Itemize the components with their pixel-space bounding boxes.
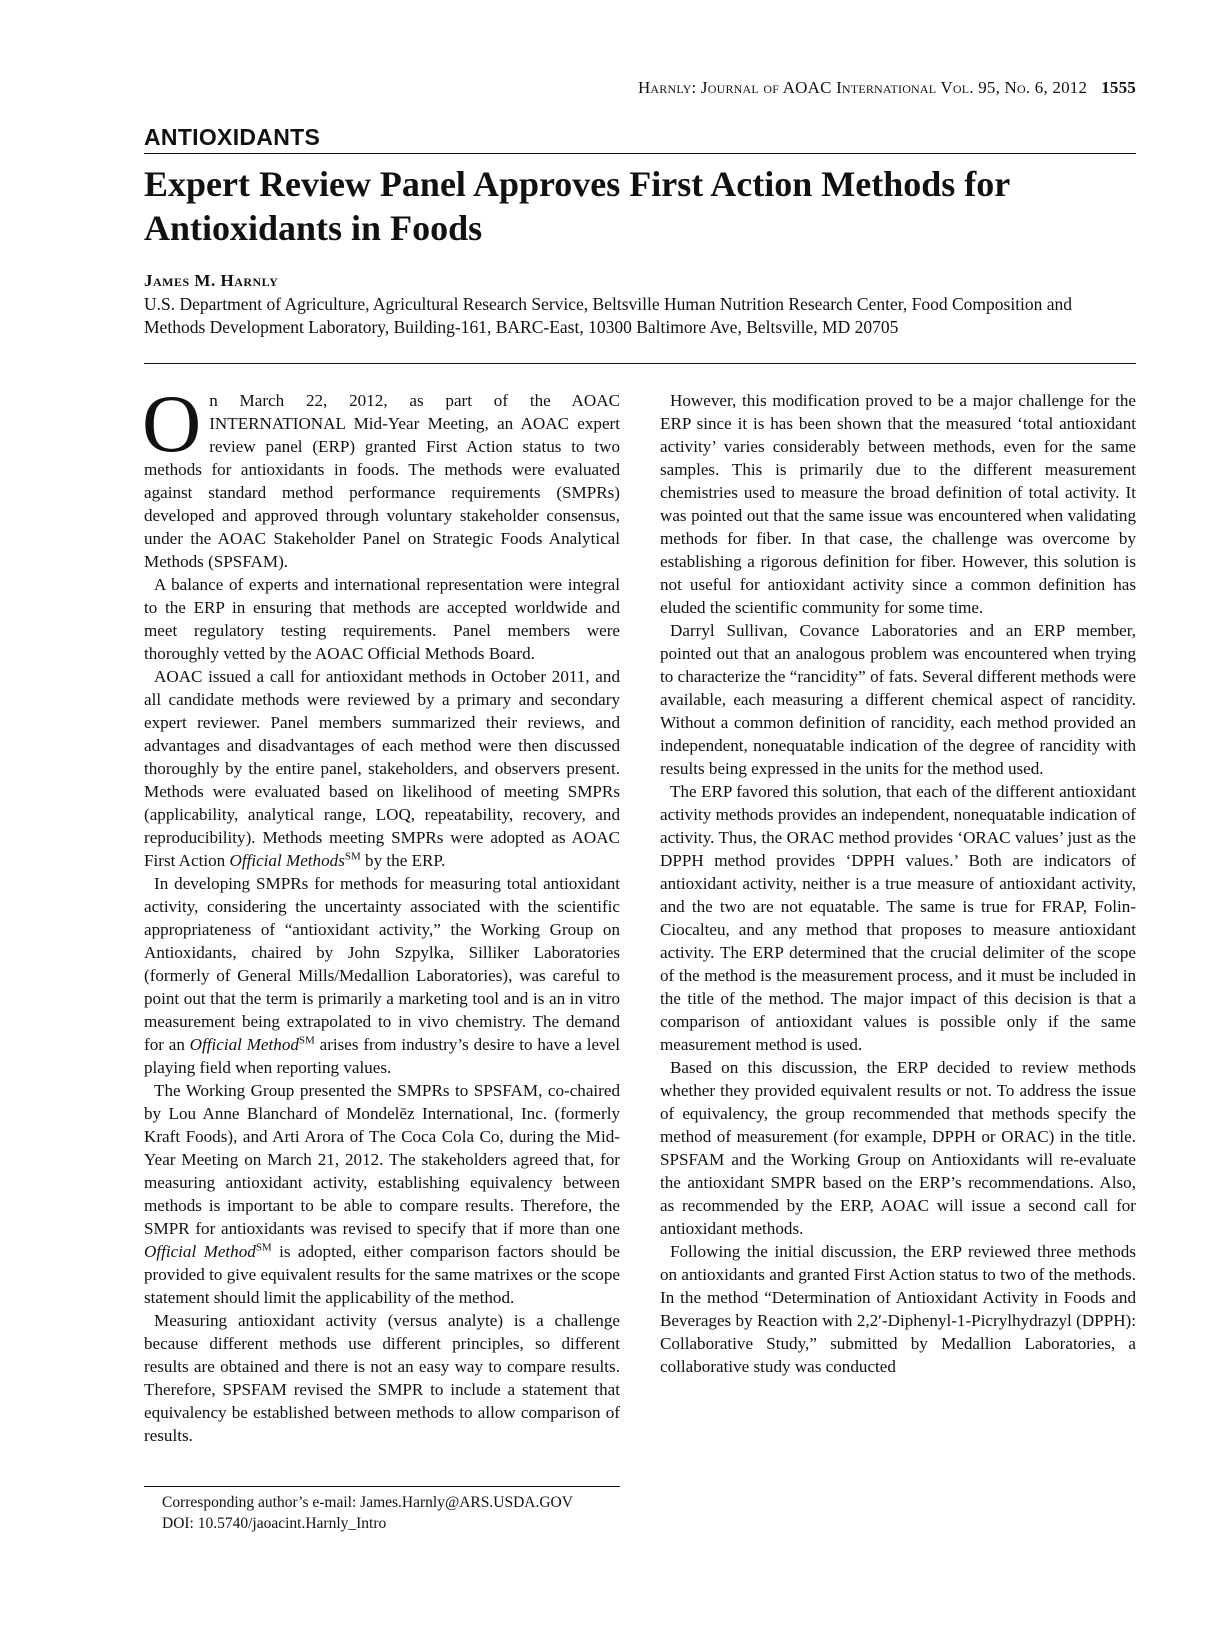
footnote bbox=[162, 1492, 622, 1534]
official-methods-term: Official Methods bbox=[229, 851, 345, 870]
footnote-doi: DOI: 10.5740/jaoacint.Harnly_Intro bbox=[162, 1515, 387, 1532]
service-mark: SM bbox=[344, 850, 361, 863]
paragraph-10: Based on this discussion, the ERP decided to review methods whether they provided equivalent results or not. To address the issue of equivalency, the group recommended that methods specify the method of measurement (for example, DPPH or ORAC) in the title. SPSFAM and the Working Group on Antioxidants will re-evaluate the antioxidant SMPR based on the ERP’s recommendations. Also, as recommended by the ERP, AOAC will issue a second call for antioxidant methods. bbox=[660, 1058, 1136, 1238]
paragraph-4-text-b: arises from industry’s desire to have a level playing field when reporting values. bbox=[144, 1035, 620, 1077]
official-method-term: Official Method bbox=[189, 1035, 299, 1054]
paragraph-7: However, this modification proved to be a major challenge for the ERP since it is has been shown that the measured ‘total antioxidant activity’ varies considerably between methods, even for the same samples. This is primarily due to the different measurement chemistries used to measure the broad definition of total activity. It was pointed out that the same issue was encountered when validating methods for fiber. In that case, the challenge was overcome by establishing a rigorous definition for fiber. However, this solution is not useful for antioxidant activity since a common definition has eluded the scientific community for some time. bbox=[660, 391, 1136, 617]
paragraph-5-text-b: is adopted, either comparison factors should be provided to give equivalent results for the same matrixes or the scope statement should limit the applicability of the method. bbox=[144, 1242, 620, 1307]
paragraph-5 bbox=[144, 1079, 620, 1309]
author-name: James M. Harnly bbox=[144, 271, 279, 290]
paragraph-2: A balance of experts and international representation were integral to the ERP in ensuring that methods are accepted worldwide and meet regulatory testing requirements. Panel members were thoroughly vetted by the AOAC Official Methods Board. bbox=[144, 575, 620, 663]
paragraph-1-text: n March 22, 2012, as part of the AOAC INTERNATIONAL Mid-Year Meeting, an AOAC expert review panel (ERP) granted First Action status to two methods for antioxidants in foods. The methods were evaluated against standard method performance requirements (SMPRs) developed and approved through voluntary stakeholder consensus, under the AOAC Stakeholder Panel on Strategic Foods Analytical Methods (SPSFAM). bbox=[144, 391, 620, 571]
paragraph-11: Following the initial discussion, the ERP reviewed three methods on antioxidants and granted First Action status to two of the methods. In the method “Determination of Antioxidant Activity in Foods and Beverages by Reaction with 2,2′-Diphenyl-1-Picrylhydrazyl (DPPH): Collaborative Study,” submitted by Medallion Laboratories, a collaborative study was conducted bbox=[660, 1242, 1136, 1376]
paragraph-3 bbox=[144, 665, 620, 872]
column-left bbox=[142, 378, 620, 1447]
paragraph-4 bbox=[144, 872, 620, 1079]
official-method-term: Official Method bbox=[144, 1242, 256, 1261]
column-right bbox=[660, 389, 1136, 1378]
service-mark: SM bbox=[298, 1034, 315, 1047]
paragraph-6: Measuring antioxidant activity (versus analyte) is a challenge because different methods use different principles, so different results are obtained and there is not an easy way to compare results. Therefore, SPSFAM revised the SMPR to include a statement that equivalency be established between methods to allow comparison of results. bbox=[144, 1311, 620, 1445]
section-rule bbox=[144, 153, 1136, 154]
service-mark: SM bbox=[255, 1241, 272, 1254]
running-head bbox=[144, 78, 1136, 98]
paragraph-9: The ERP favored this solution, that each of the different antioxidant activity methods provides an independent, nonequatable indication of activity. Thus, the ORAC method provides ‘ORAC values’ just as the DPPH method provides ‘DPPH values.’ Both are indicators of antioxidant activity, neither is a true measure of antioxidant activity, and the two are not equatable. The same is true for FRAP, Folin-Ciocalteu, and any method that proposes to measure antioxidant activity. The ERP determined that the crucial delimiter of the scope of the method is the measurement process, and it must be included in the title of the method. The major impact of this decision is that a comparison of antioxidant values is possible only if the same measurement method is used. bbox=[660, 782, 1136, 1054]
paragraph-8: Darryl Sullivan, Covance Laboratories and an ERP member, pointed out that an analogous problem was encountered when trying to characterize the “rancidity” of fats. Several different methods were available, each measuring a different chemical aspect of rancidity. Without a common definition of rancidity, each method provided an independent, nonequatable indication of the degree of rancidity with results being expressed in the units for the method used. bbox=[660, 621, 1136, 778]
section-label: ANTIOXIDANTS bbox=[144, 124, 321, 150]
footnote-rule bbox=[144, 1486, 620, 1487]
article-title: Expert Review Panel Approves First Action Methods for Antioxidants in Foods bbox=[144, 164, 1010, 248]
paragraph-3-text-b: by the ERP. bbox=[360, 851, 446, 870]
drop-cap: O bbox=[142, 378, 202, 469]
running-head-text: Harnly: Journal of AOAC International Vol. 95, No. 6, 2012 bbox=[637, 78, 1088, 97]
author-affiliation: U.S. Department of Agriculture, Agricultural Research Service, Beltsville Human Nutrition Research Center, Food Composition and Methods Development Laboratory, Building-161, BARC-East, 10300 Baltimore Ave, Beltsville, MD 20705 bbox=[144, 294, 1073, 337]
paragraph-4-text-a: In developing SMPRs for methods for measuring total antioxidant activity, considering the uncertainty associated with the scientific appropriateness of “antioxidant activity,” the Working Group on Antioxidants, chaired by John Szpylka, Silliker Laboratories (formerly of General Mills/Medallion Laboratories), was careful to point out that the term is primarily a marketing tool and is an in vitro measurement being extrapolated to in vivo chemistry. The demand for an bbox=[144, 874, 620, 1054]
paragraph-5-text-a: The Working Group presented the SMPRs to SPSFAM, co-chaired by Lou Anne Blanchard of Mondelēz International, Inc. (formerly Kraft Foods), and Arti Arora of The Coca Cola Co, during the Mid-Year Meeting on March 21, 2012. The stakeholders agreed that, for measuring antioxidant activity, establishing equivalency between methods is important to be able to compare results. Therefore, the SMPR for antioxidants was revised to specify that if more than one bbox=[144, 1081, 620, 1238]
paragraph-1 bbox=[142, 378, 620, 573]
header-rule bbox=[144, 363, 1136, 364]
footnote-email: Corresponding author’s e-mail: James.Harnly@ARS.USDA.GOV bbox=[162, 1494, 573, 1511]
page-number: 1555 bbox=[1101, 78, 1136, 97]
paragraph-3-text-a: AOAC issued a call for antioxidant methods in October 2011, and all candidate methods were reviewed by a primary and secondary expert reviewer. Panel members summarized their reviews, and advantages and disadvantages of each method were then discussed thoroughly by the entire panel, stakeholders, and observers present. Methods were evaluated based on likelihood of meeting SMPRs (applicability, analytical range, LOQ, repeatability, recovery, and reproducibility). Methods meeting SMPRs were adopted as AOAC First Action bbox=[144, 667, 620, 870]
